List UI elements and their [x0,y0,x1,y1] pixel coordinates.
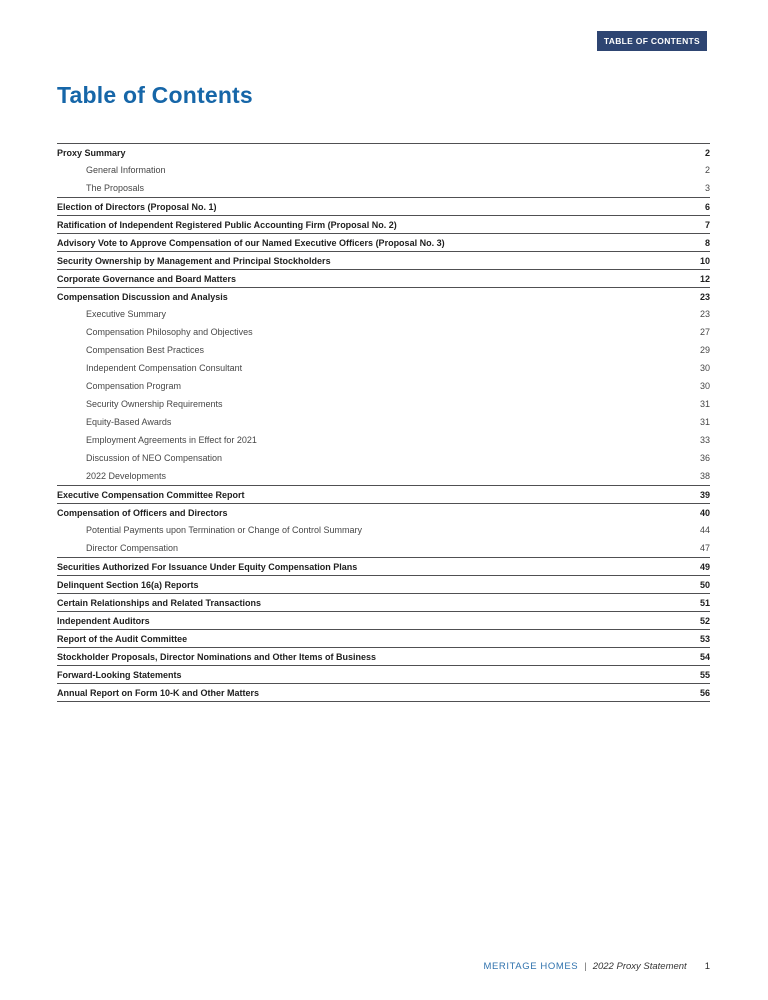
toc-entry [57,647,710,665]
toc-entry-page: 36 [699,453,710,463]
toc-entry-label: Forward-Looking Statements [57,669,182,680]
toc-entry [57,485,710,503]
toc-entry [57,413,710,431]
toc-entry-label: General Information [86,165,166,175]
toc-entry [57,467,710,485]
page-title: Table of Contents [57,82,253,108]
toc-entry-label: 2022 Developments [86,471,167,481]
toc-entry-label: Compensation Discussion and Analysis [57,291,228,302]
toc-entry-label: Stockholder Proposals, Director Nominations and Other Items of Business [57,651,377,662]
toc-entry [57,377,710,395]
toc-entry-page: 50 [699,579,710,590]
footer-page-number: 1 [704,961,710,972]
toc-entry-label: Potential Payments upon Termination or Change of Control Summary [86,525,362,535]
toc-entry-page: 27 [699,327,710,337]
toc-entry-label: Ratification of Independent Registered Public Accounting Firm (Proposal No. 2) [57,219,397,230]
footer-brand: MERITAGE HOMES [483,961,579,972]
toc-entry-label: Certain Relationships and Related Transactions [57,597,262,608]
toc-entry-label: Compensation Program [86,381,182,391]
toc-entry-page: 29 [699,345,710,355]
toc-entry-page: 30 [699,381,710,391]
toc-entry-page: 55 [699,669,710,680]
toc-entry-page: 56 [699,687,710,698]
toc-entry-label: Report of the Audit Committee [57,633,188,644]
toc-entry-label: Independent Auditors [57,615,150,626]
toc-entry [57,233,710,251]
toc-entry-label: Executive Compensation Committee Report [57,489,245,500]
toc-entry [57,575,710,593]
toc-entry [57,593,710,611]
toc-entry-label: Securities Authorized For Issuance Under Equity Compensation Plans [57,561,358,572]
toc-entry [57,323,710,341]
toc-entry-label: Compensation of Officers and Directors [57,507,228,518]
toc-entry-label: Discussion of NEO Compensation [86,453,223,463]
toc-entry-label: Security Ownership Requirements [86,399,223,409]
toc-entry-page: 12 [699,273,710,284]
toc-entry-label: Election of Directors (Proposal No. 1) [57,201,217,212]
toc-entry [57,539,710,557]
footer-document-title: 2022 Proxy Statement [592,961,687,972]
toc-entry-label: Executive Summary [86,309,167,319]
toc-entry [57,431,710,449]
toc-entry-page: 31 [699,399,710,409]
toc-entry-label: Compensation Best Practices [86,345,205,355]
toc-entry [57,395,710,413]
toc-entry [57,665,710,683]
toc-entry-label: Annual Report on Form 10-K and Other Matters [57,687,260,698]
toc-entry-label: Proxy Summary [57,147,126,158]
toc-list [57,143,710,702]
toc-entry-page: 30 [699,363,710,373]
toc-entry [57,449,710,467]
toc-entry [57,629,710,647]
toc-entry-page: 23 [699,291,710,302]
toc-entry-label: Independent Compensation Consultant [86,363,243,373]
toc-entry [57,179,710,197]
toc-entry [57,521,710,539]
toc-entry [57,287,710,305]
toc-entry [57,341,710,359]
toc-entry [57,683,710,701]
toc-entry-page: 52 [699,615,710,626]
toc-entry [57,305,710,323]
toc-entry-page: 54 [699,651,710,662]
toc-entry [57,197,710,215]
table-of-contents-badge[interactable]: TABLE OF CONTENTS [597,31,707,51]
toc-entry [57,161,710,179]
toc-entry-label: Equity-Based Awards [86,417,172,427]
toc-entry-page: 23 [699,309,710,319]
toc-entry-page: 33 [699,435,710,445]
toc-entry [57,143,710,161]
toc-entry-page: 40 [699,507,710,518]
toc-entry-label: Security Ownership by Management and Principal Stockholders [57,255,331,266]
toc-entry-page: 2 [704,147,710,158]
toc-entry-page: 2 [704,165,710,175]
toc-entry [57,557,710,575]
toc-entry-page: 53 [699,633,710,644]
toc-entry-label: Compensation Philosophy and Objectives [86,327,253,337]
toc-entry-page: 8 [704,237,710,248]
toc-entry-page: 47 [699,543,710,553]
toc-entry-page: 39 [699,489,710,500]
toc-entry-page: 49 [699,561,710,572]
toc-entry-page: 6 [704,201,710,212]
toc-entry [57,503,710,521]
toc-entry-label: Delinquent Section 16(a) Reports [57,579,199,590]
toc-entry-page: 38 [699,471,710,481]
toc-entry-page: 7 [704,219,710,230]
toc-entry-label: The Proposals [86,183,145,193]
toc-entry-label: Director Compensation [86,543,179,553]
toc-entry [57,611,710,629]
toc-entry-page: 44 [699,525,710,535]
toc-entry-page: 31 [699,417,710,427]
toc-entry-page: 3 [704,183,710,193]
toc-entry-label: Corporate Governance and Board Matters [57,273,237,284]
toc-entry [57,269,710,287]
toc-entry [57,359,710,377]
toc-entry [57,251,710,269]
toc-entry-label: Employment Agreements in Effect for 2021 [86,435,257,445]
toc-entry-page: 10 [699,255,710,266]
page-footer [483,960,710,974]
footer-separator: | [584,961,587,972]
toc-entry-label: Advisory Vote to Approve Compensation of our Named Executive Officers (Proposal No. 3) [57,237,445,248]
toc-entry [57,215,710,233]
toc-entry-page: 51 [699,597,710,608]
